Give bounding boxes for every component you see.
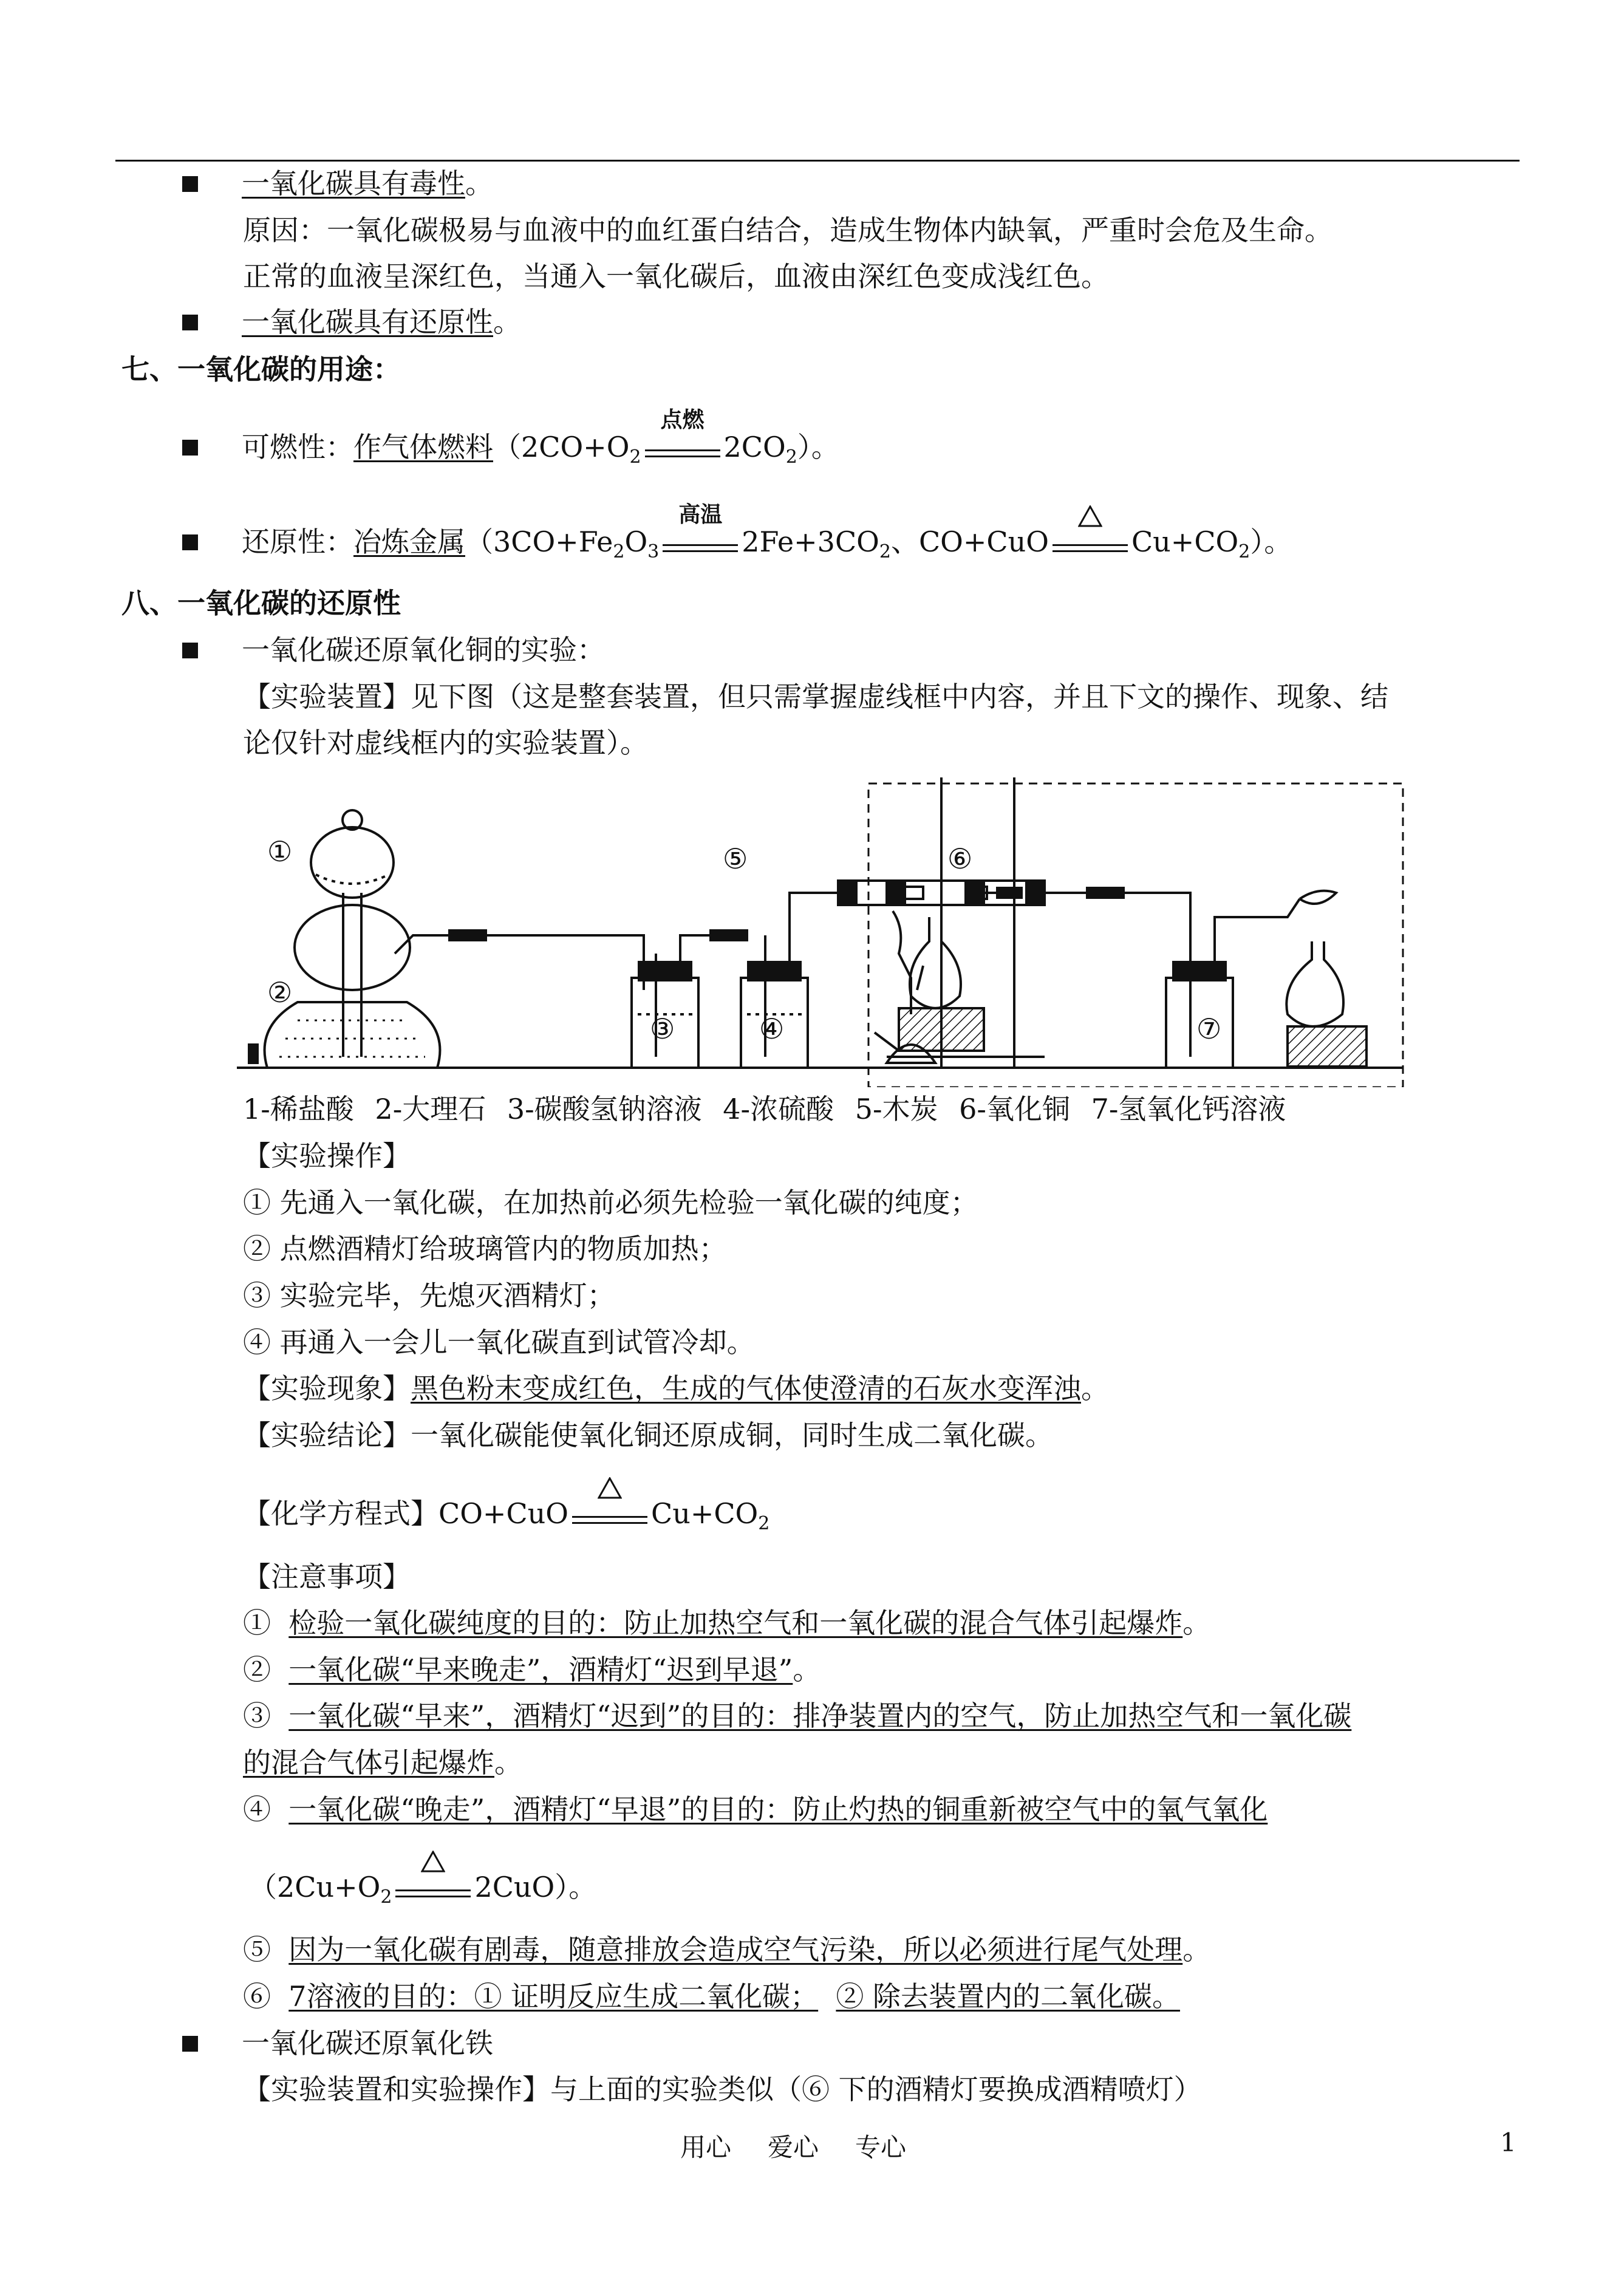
- apparatus-line-1: 【实验装置】见下图（这是整套装置，但只需掌握虚线框中内容，并且下文的操作、现象、结: [243, 680, 1388, 713]
- bullet-co-reducing: 一氧化碳具有还原性。: [182, 304, 521, 340]
- figure-label-3: ③: [650, 1012, 675, 1045]
- operation-3: ③ 实验完毕，先熄灭酒精灯；: [243, 1279, 615, 1312]
- note-1: ① 检验一氧化碳纯度的目的：防止加热空气和一氧化碳的混合气体引起爆炸。: [243, 1606, 1211, 1639]
- note-4: ④ 一氧化碳“晚走”，酒精灯“早退”的目的：防止灼热的铜重新被空气中的氧气氧化: [243, 1793, 1268, 1826]
- note-3-cont: 的混合气体引起爆炸。: [243, 1746, 522, 1779]
- figure-label-5: ⑤: [723, 842, 748, 875]
- footer-item: 用心: [680, 2132, 732, 2162]
- page-footer: [680, 2128, 943, 2164]
- equation: 【化学方程式】CO+CuO $Cu+CO_2$: [243, 1495, 769, 1542]
- bullet-square-icon: [182, 534, 198, 550]
- bullet-co-toxic: 一氧化碳具有毒性。: [182, 165, 493, 202]
- note-2: ② 一氧化碳“早来晚走”，酒精灯“迟到早退”。: [243, 1653, 821, 1686]
- figure-legend: 1-稀盐酸 2-大理石 3-碳酸氢钠溶液 4-浓硫酸 5-木炭 6-氧化铜 7-氢氧化钙溶液: [243, 1093, 1286, 1125]
- section-8-title: 八、一氧化碳的还原性: [121, 587, 401, 620]
- figure-label-1: ①: [267, 835, 293, 868]
- tube-6: [887, 777, 1190, 1068]
- bullet-square-icon: [182, 643, 198, 658]
- note-6: ⑥ 7溶液的目的：① 证明反应生成二氧化碳； ② 除去装置内的二氧化碳。: [243, 1980, 1181, 2013]
- phenomenon: 【实验现象】黑色粉末变成红色，生成的气体使澄清的石灰水变浑浊。: [243, 1372, 1109, 1405]
- bottle-4: [741, 893, 838, 1068]
- heat-arrow: [572, 1495, 647, 1532]
- bottle-3: [632, 930, 747, 1068]
- co-toxic-blood: 正常的血液呈深红色，当通入一氧化碳后，血液由深红色变成浅红色。: [243, 260, 1109, 293]
- figure-label-2: ②: [267, 976, 293, 1009]
- bullet-square-icon: [182, 176, 198, 192]
- operation-1: ① 先通入一氧化碳，在加热前必须先检验一氧化碳的纯度；: [243, 1186, 978, 1219]
- figure-label-7: ⑦: [1196, 1012, 1222, 1045]
- bullet-combustible: 可燃性：作气体燃料（$2CO+O_2$ 点燃 $2CO_2$）。: [182, 429, 839, 476]
- exp2-text: 【实验装置和实验操作】与上面的实验类似（⑥ 下的酒精灯要换成酒精喷灯）: [243, 2073, 1202, 2106]
- tail-burner: [1286, 941, 1366, 1067]
- bullet-square-icon: [182, 2036, 198, 2052]
- reaction-arrow: 点燃: [645, 429, 720, 465]
- operation-label: 【实验操作】: [243, 1139, 411, 1172]
- conclusion: 【实验结论】一氧化碳能使氧化铜还原成铜，同时生成二氧化碳。: [243, 1419, 1053, 1452]
- header-rule: [115, 160, 1520, 162]
- heat-arrow: [395, 1869, 471, 1905]
- bullet-exp1: 一氧化碳还原氧化铜的实验：: [182, 632, 605, 668]
- delta-icon: [598, 1477, 622, 1499]
- section-7-title: 七、一氧化碳的用途：: [121, 353, 401, 386]
- operation-2: ② 点燃酒精灯给玻璃管内的物质加热；: [243, 1232, 727, 1265]
- delta-icon: [1078, 505, 1102, 527]
- bullet-exp2: 一氧化碳还原氧化铁: [182, 2025, 493, 2061]
- figure-label-6: ⑥: [947, 842, 973, 875]
- bullet-square-icon: [182, 315, 198, 330]
- apparatus-figure: [231, 771, 1409, 1087]
- note-5: ⑤ 因为一氧化碳有剧毒，随意排放会造成空气污染，所以必须进行尾气处理。: [243, 1933, 1211, 1966]
- figure-label-4: ④: [759, 1012, 785, 1045]
- kipp-generator: [249, 810, 644, 1068]
- note-4-equation: （$2Cu+O_2$ 2CuO）。: [249, 1869, 596, 1916]
- note-3: ③ 一氧化碳“早来”，酒精灯“迟到”的目的：排净装置内的空气，防止加热空气和一氧化碳: [243, 1699, 1352, 1732]
- apparatus-line-2: 论仅针对虚线框内的实验装置）。: [243, 726, 648, 759]
- heat-arrow: [1053, 524, 1128, 560]
- footer-item: 专心: [855, 2132, 907, 2162]
- footer-item: 爱心: [768, 2132, 819, 2162]
- co-toxic-reason: 原因：一氧化碳极易与血液中的血红蛋白结合，造成生物体内缺氧，严重时会危及生命。: [243, 214, 1332, 247]
- delta-icon: [421, 1851, 445, 1872]
- operation-4: ④ 再通入一会儿一氧化碳直到试管冷却。: [243, 1326, 755, 1359]
- page-number: 1: [1500, 2128, 1517, 2157]
- bullet-square-icon: [182, 440, 198, 456]
- reaction-arrow: 高温: [663, 524, 738, 560]
- notes-label: 【注意事项】: [243, 1560, 411, 1593]
- bullet-reducing: 还原性：冶炼金属（$3CO+Fe_2O_3$ 高温 $2Fe+3CO_2$、CO+CuO $Cu+CO_2$）。: [182, 524, 1292, 570]
